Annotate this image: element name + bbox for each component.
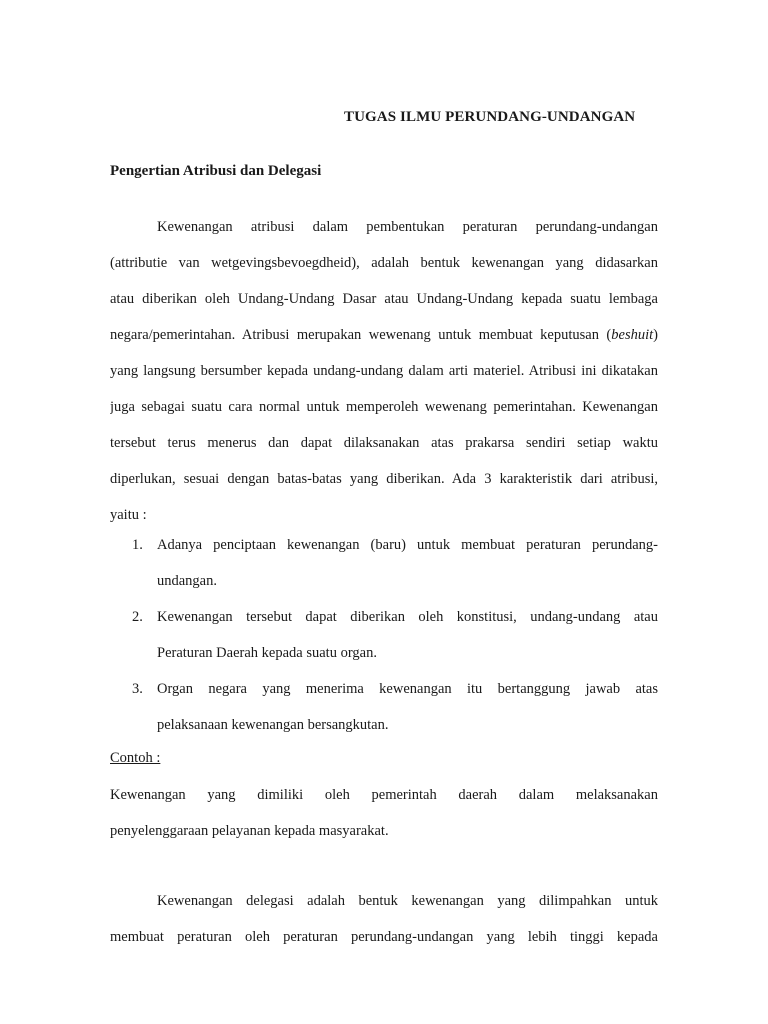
paragraph-line: Kewenangan yang dimiliki oleh pemerintah daerah dalam melaksanakan bbox=[110, 787, 658, 803]
list-line: pelaksanaan kewenangan bersangkutan. bbox=[157, 717, 389, 733]
paragraph-line: diperlukan, sesuai dengan batas-batas yang diberikan. Ada 3 karakteristik dari atribusi, bbox=[110, 471, 658, 487]
list-line: Organ negara yang menerima kewenangan itu bertanggung jawab atas bbox=[157, 681, 658, 697]
characteristics-list bbox=[110, 527, 658, 743]
list-item bbox=[110, 671, 658, 743]
paragraph-line: atau diberikan oleh Undang-Undang Dasar atau Undang-Undang kepada suatu lembaga bbox=[110, 291, 658, 307]
paragraph-line: membuat peraturan oleh peraturan perundang-undangan yang lebih tinggi kepada bbox=[110, 929, 658, 945]
paragraph-line: juga sebagai suatu cara normal untuk memperoleh wewenang pemerintahan. Kewenangan bbox=[110, 399, 658, 415]
list-line: Peraturan Daerah kepada suatu organ. bbox=[157, 645, 377, 661]
paragraph-line: Kewenangan delegasi adalah bentuk kewenangan yang dilimpahkan untuk bbox=[157, 893, 658, 909]
paragraph-line-text: negara/pemerintahan. Atribusi merupakan wewenang untuk membuat keputusan ( bbox=[110, 327, 612, 343]
example-label: Contoh : bbox=[110, 750, 161, 766]
list-line: Kewenangan tersebut dapat diberikan oleh konstitusi, undang-undang atau bbox=[157, 609, 658, 625]
list-line: Adanya penciptaan kewenangan (baru) untuk membuat peraturan perundang- bbox=[157, 537, 658, 553]
example-paragraph bbox=[110, 777, 658, 849]
paragraph-line: yang langsung bersumber kepada undang-undang dalam arti materiel. Atribusi ini dikatakan bbox=[110, 363, 658, 379]
list-item bbox=[110, 527, 658, 599]
paragraph-line: penyelenggaraan pelayanan kepada masyarakat. bbox=[110, 823, 389, 839]
list-number: 2. bbox=[132, 609, 143, 625]
paragraph-line: Kewenangan atribusi dalam pembentukan peraturan perundang-undangan bbox=[157, 219, 658, 235]
paragraph-line: (attributie van wetgevingsbevoegdheid), adalah bentuk kewenangan yang didasarkan bbox=[110, 255, 658, 271]
paragraph-delegasi bbox=[110, 883, 658, 955]
document-title: TUGAS ILMU PERUNDANG-UNDANGAN bbox=[344, 109, 636, 125]
list-line: undangan. bbox=[157, 573, 217, 589]
italic-term: beshuit bbox=[611, 327, 654, 343]
paragraph-line: tersebut terus menerus dan dapat dilaksanakan atas prakarsa sendiri setiap waktu bbox=[110, 435, 658, 451]
list-item bbox=[110, 599, 658, 671]
close-paren: ) bbox=[653, 327, 658, 343]
paragraph-atribusi bbox=[110, 209, 658, 533]
paragraph-line: yaitu : bbox=[110, 507, 147, 523]
list-number: 3. bbox=[132, 681, 143, 697]
paragraph-line-with-term bbox=[110, 317, 658, 353]
list-number: 1. bbox=[132, 537, 143, 553]
section-heading: Pengertian Atribusi dan Delegasi bbox=[110, 163, 322, 179]
